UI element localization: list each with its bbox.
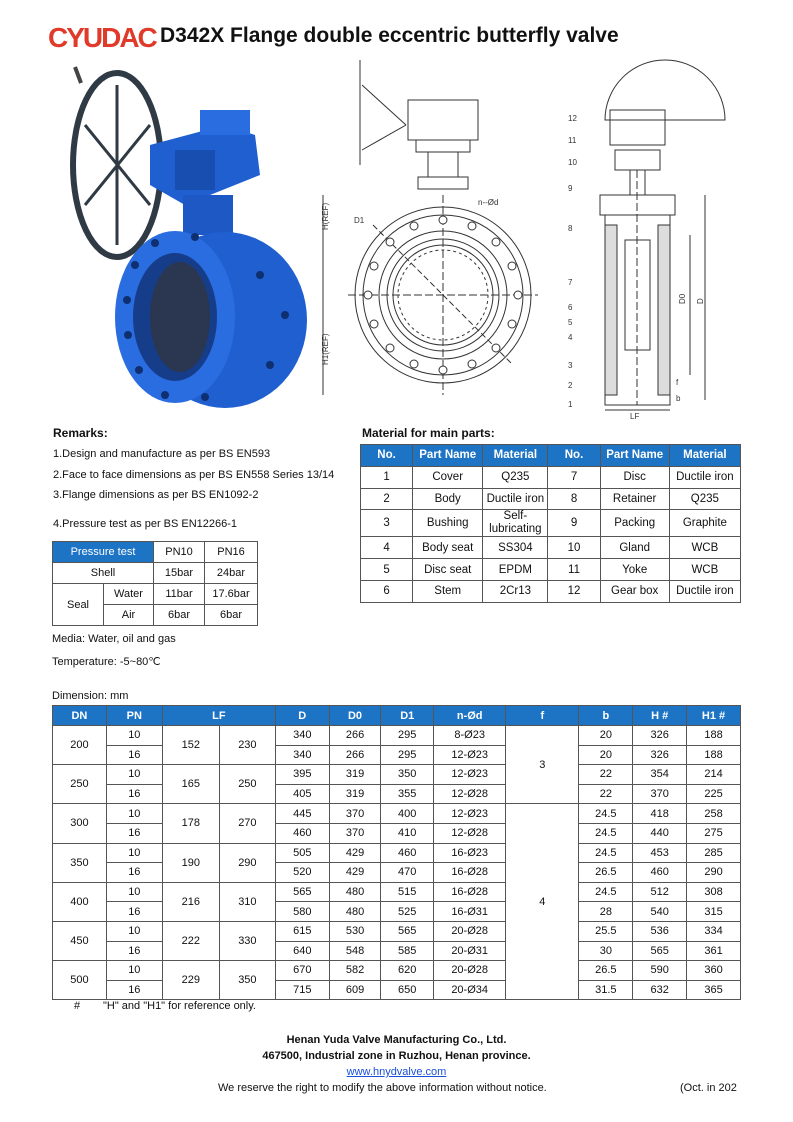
- dim-cell: 31.5: [579, 980, 633, 1000]
- dim-cell: 360: [687, 961, 741, 981]
- part-number: 7: [568, 278, 573, 287]
- dim-cell: 460: [381, 843, 434, 863]
- col-header: Part Name: [600, 445, 669, 467]
- dim-cell: 290: [687, 863, 741, 883]
- dim-cell: 615: [275, 921, 329, 941]
- dn-cell: 350: [53, 843, 107, 882]
- material-row: [361, 510, 741, 537]
- dim-cell: 24.5: [579, 804, 633, 824]
- dim-cell: 188: [687, 726, 741, 746]
- lf-cell: 178: [162, 804, 219, 843]
- col-header: n-Ød: [434, 706, 506, 726]
- material-cell: Disc: [600, 466, 669, 488]
- dimensions-table: [52, 705, 741, 1000]
- table-row: [53, 941, 741, 961]
- section-view-drawing: [560, 55, 730, 425]
- label-f: f: [676, 378, 679, 387]
- shell-pn16: 24bar: [205, 563, 258, 584]
- material-cell: 11: [548, 559, 600, 581]
- dim-cell: 30: [579, 941, 633, 961]
- remark-line: 2.Face to face dimensions as per BS EN558 Series 13/14: [53, 468, 335, 481]
- material-cell: WCB: [669, 559, 740, 581]
- material-cell: 8: [548, 488, 600, 510]
- remark-line: 3.Flange dimensions as per BS EN1092-2: [53, 489, 259, 501]
- part-number: 12: [568, 114, 577, 123]
- pn-cell: 16: [106, 823, 162, 843]
- dn-cell: 250: [53, 765, 107, 804]
- table-row: [53, 804, 741, 824]
- dim-cell: 12-Ø23: [434, 765, 506, 785]
- material-cell: 2Cr13: [483, 580, 548, 602]
- dim-cell: 12-Ø28: [434, 823, 506, 843]
- table-row: [53, 902, 741, 922]
- dim-cell: 12-Ø23: [434, 745, 506, 765]
- water-label: Water: [104, 584, 154, 605]
- dim-cell: 24.5: [579, 843, 633, 863]
- table-row: [53, 980, 741, 1000]
- material-cell: EPDM: [483, 559, 548, 581]
- dim-cell: 354: [633, 765, 687, 785]
- dim-cell: 640: [275, 941, 329, 961]
- dim-cell: 590: [633, 961, 687, 981]
- dim-cell: 585: [381, 941, 434, 961]
- dim-cell: 326: [633, 726, 687, 746]
- dim-cell: 395: [275, 765, 329, 785]
- dim-cell: 650: [381, 980, 434, 1000]
- dn-cell: 500: [53, 961, 107, 1000]
- dn-cell: 300: [53, 804, 107, 843]
- company-name: Henan Yuda Valve Manufacturing Co., Ltd.: [286, 1034, 507, 1046]
- valve-photo: [55, 55, 315, 410]
- table-row: [53, 961, 741, 981]
- material-cell: Gear box: [600, 580, 669, 602]
- dim-cell: 370: [329, 823, 381, 843]
- lf-cell: 250: [219, 765, 275, 804]
- material-cell: Q235: [483, 466, 548, 488]
- material-cell: SS304: [483, 537, 548, 559]
- material-row: [361, 466, 741, 488]
- col-header: LF: [162, 706, 275, 726]
- lf-cell: 152: [162, 726, 219, 765]
- col-header: No.: [361, 445, 413, 467]
- material-cell: Retainer: [600, 488, 669, 510]
- seal-label: Seal: [53, 584, 104, 626]
- water-pn16: 17.6bar: [205, 584, 258, 605]
- material-cell: Packing: [600, 510, 669, 537]
- dim-cell: 12-Ø28: [434, 784, 506, 804]
- pn-cell: 10: [106, 882, 162, 902]
- dim-cell: 670: [275, 961, 329, 981]
- lf-cell: 350: [219, 961, 275, 1000]
- remarks-section: [53, 426, 363, 534]
- dim-cell: 26.5: [579, 961, 633, 981]
- col-header: f: [506, 706, 579, 726]
- material-cell: 12: [548, 580, 600, 602]
- note-text: "H" and "H1" for reference only.: [103, 1000, 256, 1012]
- material-cell: 9: [548, 510, 600, 537]
- dim-cell: 334: [687, 921, 741, 941]
- air-pn10: 6bar: [154, 605, 205, 626]
- material-cell: 4: [361, 537, 413, 559]
- dim-cell: 20-Ø31: [434, 941, 506, 961]
- front-view-drawing: [318, 55, 543, 410]
- material-cell: Gland: [600, 537, 669, 559]
- label-n-d: n--Ød: [478, 198, 499, 207]
- col-header: D0: [329, 706, 381, 726]
- material-cell: 5: [361, 559, 413, 581]
- dim-cell: 24.5: [579, 882, 633, 902]
- dim-cell: 295: [381, 745, 434, 765]
- col-header: D1: [381, 706, 434, 726]
- dim-cell: 365: [687, 980, 741, 1000]
- dim-cell: 460: [275, 823, 329, 843]
- material-cell: 7: [548, 466, 600, 488]
- pn-cell: 16: [106, 745, 162, 765]
- dim-cell: 505: [275, 843, 329, 863]
- table-row: [53, 863, 741, 883]
- dim-cell: 16-Ø28: [434, 863, 506, 883]
- dim-cell: 340: [275, 726, 329, 746]
- temperature-text: Temperature: -5~80℃: [52, 656, 161, 668]
- part-number: 1: [568, 400, 573, 409]
- part-number: 3: [568, 361, 573, 370]
- table-row: [53, 765, 741, 785]
- pn-cell: 16: [106, 863, 162, 883]
- dim-cell: 361: [687, 941, 741, 961]
- material-cell: Ductile iron: [669, 466, 740, 488]
- pn-cell: 16: [106, 980, 162, 1000]
- dim-cell: 580: [275, 902, 329, 922]
- dim-cell: 355: [381, 784, 434, 804]
- table-row: [53, 745, 741, 765]
- dim-cell: 440: [633, 823, 687, 843]
- lf-cell: 222: [162, 921, 219, 960]
- company-address: 467500, Industrial zone in Ruzhou, Henan province.: [262, 1050, 531, 1062]
- dim-cell: 20: [579, 726, 633, 746]
- remarks-heading: Remarks:: [53, 426, 108, 440]
- material-cell: Yoke: [600, 559, 669, 581]
- material-cell: 2: [361, 488, 413, 510]
- dim-cell: 715: [275, 980, 329, 1000]
- table-row: [53, 843, 741, 863]
- shell-pn10: 15bar: [154, 563, 205, 584]
- dim-cell: 16-Ø23: [434, 843, 506, 863]
- table-row: [53, 784, 741, 804]
- dim-cell: 266: [329, 726, 381, 746]
- lf-cell: 230: [219, 726, 275, 765]
- material-row: [361, 559, 741, 581]
- dim-cell: 326: [633, 745, 687, 765]
- dim-cell: 565: [275, 882, 329, 902]
- material-row: [361, 580, 741, 602]
- dim-cell: 525: [381, 902, 434, 922]
- label-h1: H1(REF): [321, 333, 330, 365]
- shell-label: Shell: [53, 563, 154, 584]
- dim-cell: 620: [381, 961, 434, 981]
- col-header: DN: [53, 706, 107, 726]
- table-row: [53, 726, 741, 746]
- material-cell: 6: [361, 580, 413, 602]
- material-cell: Graphite: [669, 510, 740, 537]
- dim-cell: 632: [633, 980, 687, 1000]
- pn10-header: PN10: [154, 542, 205, 563]
- part-number: 11: [568, 136, 577, 145]
- col-header: Material: [483, 445, 548, 467]
- col-header: Material: [669, 445, 740, 467]
- dim-cell: 460: [633, 863, 687, 883]
- dim-cell: 20-Ø28: [434, 921, 506, 941]
- part-number: 2: [568, 381, 573, 390]
- label-d: D: [696, 298, 705, 304]
- company-logo: CYUDAC: [48, 22, 156, 53]
- pn-cell: 10: [106, 804, 162, 824]
- dim-cell: 400: [381, 804, 434, 824]
- material-row: [361, 488, 741, 510]
- dim-cell: 418: [633, 804, 687, 824]
- material-cell: Body seat: [413, 537, 483, 559]
- material-cell: Body: [413, 488, 483, 510]
- website-link[interactable]: www.hnydvalve.com: [346, 1066, 447, 1078]
- dim-cell: 20: [579, 745, 633, 765]
- pn-cell: 16: [106, 902, 162, 922]
- dim-cell: 20-Ø28: [434, 961, 506, 981]
- material-cell: Disc seat: [413, 559, 483, 581]
- col-header: Part Name: [413, 445, 483, 467]
- material-cell: Q235: [669, 488, 740, 510]
- dim-cell: 12-Ø23: [434, 804, 506, 824]
- pn-cell: 10: [106, 843, 162, 863]
- water-pn10: 11bar: [154, 584, 205, 605]
- dim-cell: 28: [579, 902, 633, 922]
- part-number: 4: [568, 333, 573, 342]
- lf-cell: 330: [219, 921, 275, 960]
- material-cell: 1: [361, 466, 413, 488]
- dn-cell: 400: [53, 882, 107, 921]
- dim-cell: 258: [687, 804, 741, 824]
- dim-cell: 214: [687, 765, 741, 785]
- col-header: H #: [633, 706, 687, 726]
- dim-cell: 26.5: [579, 863, 633, 883]
- air-pn16: 6bar: [205, 605, 258, 626]
- dimension-caption: Dimension: mm: [52, 690, 129, 702]
- dim-cell: 25.5: [579, 921, 633, 941]
- lf-cell: 310: [219, 882, 275, 921]
- dim-cell: 565: [381, 921, 434, 941]
- dim-cell: 405: [275, 784, 329, 804]
- dim-cell: 410: [381, 823, 434, 843]
- label-lf: LF: [630, 412, 640, 421]
- part-number: 5: [568, 318, 573, 327]
- lf-cell: 270: [219, 804, 275, 843]
- material-cell: 10: [548, 537, 600, 559]
- table-row: [53, 921, 741, 941]
- material-cell: WCB: [669, 537, 740, 559]
- col-header: No.: [548, 445, 600, 467]
- part-number: 10: [568, 158, 577, 167]
- pn-cell: 16: [106, 784, 162, 804]
- dim-cell: 225: [687, 784, 741, 804]
- dim-cell: 22: [579, 765, 633, 785]
- pn-cell: 10: [106, 726, 162, 746]
- lf-cell: 229: [162, 961, 219, 1000]
- col-header: D: [275, 706, 329, 726]
- dim-cell: 480: [329, 902, 381, 922]
- material-row: [361, 537, 741, 559]
- dim-cell: 480: [329, 882, 381, 902]
- materials-table: [360, 444, 741, 603]
- material-cell: Bushing: [413, 510, 483, 537]
- dim-cell: 609: [329, 980, 381, 1000]
- date-text: (Oct. in 202: [680, 1082, 737, 1094]
- notice-text: We reserve the right to modify the above information without notice.: [218, 1082, 547, 1094]
- dim-cell: 315: [687, 902, 741, 922]
- part-number: 6: [568, 303, 573, 312]
- dim-cell: 453: [633, 843, 687, 863]
- remark-line: 4.Pressure test as per BS EN12266-1: [53, 517, 238, 530]
- dim-cell: 530: [329, 921, 381, 941]
- dim-cell: 512: [633, 882, 687, 902]
- label-d0: D0: [678, 293, 687, 304]
- dn-cell: 200: [53, 726, 107, 765]
- part-number: 9: [568, 184, 573, 193]
- material-cell: Cover: [413, 466, 483, 488]
- dim-cell: 308: [687, 882, 741, 902]
- remark-line: 1.Design and manufacture as per BS EN593: [53, 448, 271, 460]
- dim-cell: 16-Ø31: [434, 902, 506, 922]
- label-h: H(REF): [321, 202, 330, 230]
- part-number: 8: [568, 224, 573, 233]
- dn-cell: 450: [53, 921, 107, 960]
- dim-cell: 319: [329, 765, 381, 785]
- col-header: PN: [106, 706, 162, 726]
- pn-cell: 10: [106, 921, 162, 941]
- material-cell: 3: [361, 510, 413, 537]
- material-cell: Ductile iron: [669, 580, 740, 602]
- lf-cell: 290: [219, 843, 275, 882]
- lf-cell: 165: [162, 765, 219, 804]
- dim-cell: 20-Ø34: [434, 980, 506, 1000]
- table-row: [53, 823, 741, 843]
- dim-cell: 470: [381, 863, 434, 883]
- col-header: b: [579, 706, 633, 726]
- note-mark: #: [74, 1000, 81, 1012]
- table-row: [53, 882, 741, 902]
- dim-cell: 319: [329, 784, 381, 804]
- pn-cell: 16: [106, 941, 162, 961]
- dim-cell: 266: [329, 745, 381, 765]
- dim-cell: 340: [275, 745, 329, 765]
- dim-cell: 515: [381, 882, 434, 902]
- col-header: H1 #: [687, 706, 741, 726]
- dim-cell: 22: [579, 784, 633, 804]
- pressure-header: Pressure test: [53, 542, 154, 563]
- label-d1: D1: [354, 216, 365, 225]
- air-label: Air: [104, 605, 154, 626]
- material-cell: Self- lubricating: [483, 510, 548, 537]
- dim-cell: 16-Ø28: [434, 882, 506, 902]
- pn-cell: 10: [106, 961, 162, 981]
- dim-cell: 295: [381, 726, 434, 746]
- materials-heading: Material for main parts:: [362, 426, 495, 440]
- dim-cell: 520: [275, 863, 329, 883]
- dim-cell: 540: [633, 902, 687, 922]
- f-cell: 3: [506, 726, 579, 804]
- dim-cell: 582: [329, 961, 381, 981]
- dim-cell: 370: [633, 784, 687, 804]
- lf-cell: 216: [162, 882, 219, 921]
- pn-cell: 10: [106, 765, 162, 785]
- dim-cell: 188: [687, 745, 741, 765]
- label-b: b: [676, 394, 681, 403]
- dim-cell: 24.5: [579, 823, 633, 843]
- dim-cell: 8-Ø23: [434, 726, 506, 746]
- material-cell: Ductile iron: [483, 488, 548, 510]
- dim-cell: 548: [329, 941, 381, 961]
- dim-cell: 370: [329, 804, 381, 824]
- dim-cell: 350: [381, 765, 434, 785]
- dim-cell: 429: [329, 843, 381, 863]
- f-cell: 4: [506, 804, 579, 1000]
- dim-cell: 429: [329, 863, 381, 883]
- material-cell: Stem: [413, 580, 483, 602]
- dim-cell: 285: [687, 843, 741, 863]
- dim-cell: 565: [633, 941, 687, 961]
- dim-cell: 445: [275, 804, 329, 824]
- page-title: D342X Flange double eccentric butterfly valve: [160, 24, 619, 47]
- dim-cell: 536: [633, 921, 687, 941]
- lf-cell: 190: [162, 843, 219, 882]
- pn16-header: PN16: [205, 542, 258, 563]
- dim-cell: 275: [687, 823, 741, 843]
- pressure-test-table: [52, 541, 258, 626]
- media-text: Media: Water, oil and gas: [52, 633, 176, 645]
